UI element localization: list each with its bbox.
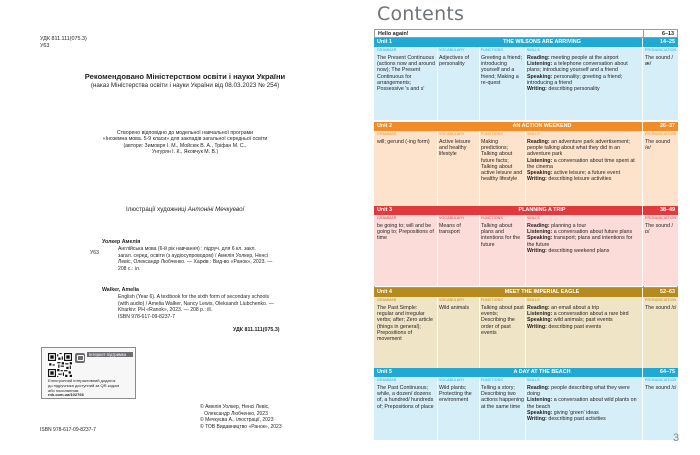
skill-label: Listening: bbox=[527, 397, 553, 404]
vocabulary-cell: Active leisure and healthy lifestyle bbox=[439, 139, 471, 158]
contents-title: Contents bbox=[377, 3, 465, 25]
copyright-line: © ТОВ Видавництво «Ранок», 2023 bbox=[200, 423, 282, 430]
column-header: GRAMMAR bbox=[377, 216, 397, 220]
unit-5-details bbox=[374, 377, 678, 440]
vocabulary-cell: Wild animals bbox=[439, 305, 470, 311]
unit-5-bar-pages: 64–75 bbox=[660, 369, 675, 375]
unit-5-bar[interactable] bbox=[374, 368, 678, 377]
udk-letter-code: У63 bbox=[40, 43, 50, 49]
skill-item bbox=[527, 248, 641, 254]
skill-label: Listening: bbox=[527, 311, 553, 318]
unit-4-bar-pages: 52–63 bbox=[660, 289, 675, 295]
column-divider bbox=[642, 122, 643, 131]
ministry-order: (наказ Міністерства освіти і науки України від 08.03.2023 № 254) bbox=[90, 82, 280, 89]
unit-4-bar-label: Unit 4 bbox=[377, 289, 392, 295]
udk-code: УДК 811.111(075.3) bbox=[40, 36, 87, 42]
column-header: GRAMMAR bbox=[377, 298, 397, 302]
ua-catalog-line: Англійська мова (6-й рік навчання) : підруч. для 6 кл. закл. bbox=[118, 246, 256, 252]
ua-catalog-entry bbox=[118, 246, 318, 273]
hello-again-row[interactable] bbox=[374, 29, 678, 38]
column-divider bbox=[479, 131, 480, 211]
skill-label: Writing: bbox=[527, 247, 547, 254]
column-header: PRONUNCIATION bbox=[645, 378, 677, 382]
column-header: GRAMMAR bbox=[377, 48, 397, 52]
skills-cell bbox=[527, 55, 641, 92]
skill-label: Listening: bbox=[527, 61, 553, 68]
column-header: VOCABULARY bbox=[439, 132, 465, 136]
unit-1-bar-pages: 14–25 bbox=[660, 39, 675, 45]
skill-label: Speaking: bbox=[527, 73, 553, 80]
column-header: SKILLS bbox=[527, 298, 540, 302]
skill-text: planning a tour bbox=[549, 223, 587, 229]
column-divider bbox=[642, 206, 643, 215]
ua-author: Уолкер Амелія bbox=[102, 239, 141, 245]
program-note-line: (автори: Зимовря І. М., Мойсюк В. А., Трiфан М. С., bbox=[123, 142, 247, 149]
skills-cell bbox=[527, 223, 641, 254]
column-divider bbox=[642, 131, 643, 211]
pronunciation-cell: The sound /e/ bbox=[645, 139, 671, 152]
skill-label: Speaking: bbox=[527, 235, 553, 242]
vocabulary-cell: Means of transport bbox=[439, 223, 461, 236]
column-divider bbox=[642, 377, 643, 440]
unit-5-bar-title: A DAY AT THE BEACH bbox=[513, 369, 571, 375]
column-header: GRAMMAR bbox=[377, 378, 397, 382]
column-divider bbox=[437, 377, 438, 440]
skill-label: Reading: bbox=[527, 223, 550, 229]
ua-catalog-line: загал. серед. освіти (з аудіосупроводом) / Амелія Уолкер, Ненсі bbox=[118, 252, 268, 259]
skill-label: Speaking: bbox=[527, 170, 553, 177]
skill-text: personality; greeting a friend; introducing a friend bbox=[527, 73, 623, 86]
column-headers bbox=[374, 215, 678, 222]
page-number: 3 bbox=[673, 432, 680, 444]
column-header: PRONUNCIATION bbox=[645, 216, 677, 220]
pronunciation-cell: The sound /ɪ/ bbox=[645, 305, 677, 311]
unit-5-bar-label: Unit 5 bbox=[377, 369, 392, 375]
isbn: ISBN 978-617-09-8237-7 bbox=[40, 427, 96, 433]
column-divider bbox=[437, 47, 438, 120]
skills-cell bbox=[527, 385, 641, 422]
skill-item bbox=[527, 139, 641, 158]
column-divider bbox=[642, 288, 643, 297]
column-header: PRONUNCIATION bbox=[645, 298, 677, 302]
unit-1-bar-title: THE WILSONS ARE ARRIVING bbox=[503, 39, 581, 45]
right-page bbox=[350, 0, 700, 455]
skill-text: describing past events bbox=[546, 323, 602, 330]
skill-label: Writing: bbox=[527, 416, 547, 423]
skill-item bbox=[527, 86, 641, 92]
grammar-cell: The Past Continuous; while, a dozen/ dozens of, a hundred/ hundreds of; Prepositions of place bbox=[377, 385, 434, 410]
grammar-cell: The Past Simple: regular and irregular verbs; after; Zero article (things in general); Prepositions of movement bbox=[377, 305, 433, 343]
unit-4-details bbox=[374, 297, 678, 377]
skill-label: Reading: bbox=[527, 139, 550, 145]
ua-catalog-line: 208 с.: іл. bbox=[118, 266, 141, 273]
en-author: Walker, Amelia bbox=[102, 287, 139, 293]
ua-code: У63 bbox=[90, 250, 99, 256]
skill-text: a conversation about a rare bird bbox=[552, 311, 629, 318]
skill-text: a conversation about future plans bbox=[552, 229, 633, 236]
monitor-icon bbox=[75, 353, 85, 363]
column-divider bbox=[525, 215, 526, 286]
skill-item bbox=[527, 176, 641, 182]
pronunciation-cell: The sound /ɒ/ bbox=[645, 223, 673, 236]
support-link[interactable]: rnk.com.ua/102766 bbox=[48, 392, 84, 398]
skill-item bbox=[527, 158, 641, 170]
skill-item bbox=[527, 416, 641, 422]
ua-catalog-line: Левіс, Олександр Любченко. — Харків : Вид-во «Ранок», 2023. — bbox=[118, 259, 273, 266]
column-header: FUNCTIONS bbox=[481, 378, 503, 382]
qr-code-image bbox=[48, 353, 72, 377]
column-header: SKILLS bbox=[527, 378, 540, 382]
hello-again-row-pages: 6–13 bbox=[662, 31, 674, 37]
vocabulary-cell: Adjectives of personality bbox=[439, 55, 470, 68]
recommendation-heading: Рекомендовано Міністерством освіти і науки України bbox=[84, 72, 286, 81]
grammar-cell: The Present Continuous (actions now and around now); The Present Continuous for arrangements; Possessive 's and s' bbox=[377, 55, 436, 93]
skill-label: Listening: bbox=[527, 157, 553, 164]
skill-text: giving 'green' ideas bbox=[552, 409, 599, 416]
skill-text: an adventure park advertisement; people talking about what they did in an adventure park bbox=[527, 139, 631, 158]
column-divider bbox=[437, 297, 438, 377]
skill-text: a telephone conversation about plans; introducing yourself and a friend bbox=[527, 61, 628, 74]
unit-3-bar-title: PLANNING A TRIP bbox=[518, 207, 566, 213]
column-divider bbox=[525, 131, 526, 211]
skill-text: an email about a trip bbox=[549, 305, 600, 311]
column-divider bbox=[643, 30, 644, 37]
pronunciation-cell: The sound /ɪ/ bbox=[645, 385, 677, 391]
column-headers bbox=[374, 297, 678, 304]
skill-item bbox=[527, 74, 641, 86]
functions-cell: Talking about past events; Describing the order of past events bbox=[481, 305, 524, 336]
unit-3-bar-label: Unit 3 bbox=[377, 207, 392, 213]
en-catalog-line: English (Year 6). A textbook for the sixth form of secondary schools bbox=[118, 294, 270, 300]
grammar-cell: will; gerund (-ing form) bbox=[377, 139, 430, 145]
qr-description-line: до підручника доступний за QR-кодом bbox=[48, 382, 120, 388]
unit-1-bar-label: Unit 1 bbox=[377, 39, 392, 45]
skill-label: Reading: bbox=[527, 55, 550, 61]
skill-label: Speaking: bbox=[527, 317, 553, 324]
illustrator-credit bbox=[60, 207, 310, 213]
functions-cell: Making predictions; Talking about future facts; Talking about active leisure and healthy lifestyle bbox=[481, 139, 523, 183]
functions-cell: Talking about plans and intentions for the future bbox=[481, 223, 521, 248]
unit-2-bar-title: AN ACTION WEEKEND bbox=[512, 123, 572, 129]
skill-text: describing leisure activities bbox=[546, 176, 612, 183]
udk-code-right: УДК 811.111(075.3) bbox=[233, 327, 280, 333]
en-catalog-line: (with audio) / Amelia Walker, Nancy Lewis, Oleksandr Liubchenko. — bbox=[118, 300, 274, 307]
column-divider bbox=[525, 377, 526, 440]
copyright-line: © Мечкуєва А., ілюстрації, 2023 bbox=[200, 417, 274, 423]
column-header: FUNCTIONS bbox=[481, 298, 503, 302]
column-header: VOCABULARY bbox=[439, 48, 465, 52]
column-divider bbox=[479, 297, 480, 377]
program-note-line: Створено відповідно до модельної навчальної програми bbox=[116, 130, 254, 136]
skill-label: Listening: bbox=[527, 229, 553, 236]
unit-2-bar-label: Unit 2 bbox=[377, 123, 392, 129]
column-header: GRAMMAR bbox=[377, 132, 397, 136]
unit-4-bar[interactable] bbox=[374, 288, 678, 297]
column-divider bbox=[479, 215, 480, 286]
column-divider bbox=[437, 215, 438, 286]
unit-1-details bbox=[374, 47, 678, 120]
skill-text: a conversation about time spent at the cinema bbox=[527, 157, 635, 170]
skills-cell bbox=[527, 305, 641, 330]
copyright-block bbox=[200, 404, 282, 430]
qr-description-line: або посиланням bbox=[48, 387, 79, 393]
pronunciation-cell: The sound /æ/ bbox=[645, 55, 673, 68]
unit-2-bar[interactable] bbox=[374, 122, 678, 131]
skill-item bbox=[527, 61, 641, 73]
column-header: VOCABULARY bbox=[439, 216, 465, 220]
skill-text: active leisure; a future event bbox=[552, 170, 621, 177]
column-header: FUNCTIONS bbox=[481, 132, 503, 136]
skill-item bbox=[527, 324, 641, 330]
skill-label: Speaking: bbox=[527, 409, 553, 416]
unit-4-bar-title: MEET THE IMPERIAL EAGLE bbox=[504, 289, 580, 295]
en-catalog-entry bbox=[118, 294, 318, 321]
skill-text: describing weekend plans bbox=[546, 247, 610, 254]
qr-description-line: Електронний інтерактивний додаток bbox=[48, 378, 116, 383]
column-divider bbox=[525, 297, 526, 377]
qr-code[interactable] bbox=[48, 353, 72, 377]
column-divider bbox=[437, 131, 438, 211]
copyright-line: Олександр Любченко, 2023 bbox=[200, 410, 268, 417]
column-header: SKILLS bbox=[527, 216, 540, 220]
column-divider bbox=[479, 377, 480, 440]
qr-description bbox=[48, 379, 134, 398]
column-divider bbox=[642, 38, 643, 47]
column-header: PRONUNCIATION bbox=[645, 48, 677, 52]
skill-item bbox=[527, 235, 641, 247]
en-catalog-line: ISBN 978-617-09-8237-7 bbox=[118, 314, 175, 321]
column-headers bbox=[374, 131, 678, 138]
skill-label: Reading: bbox=[527, 385, 550, 391]
column-headers bbox=[374, 47, 678, 54]
column-header: VOCABULARY bbox=[439, 298, 465, 302]
hello-again-row-label: Hello again! bbox=[378, 31, 409, 37]
skills-cell bbox=[527, 139, 641, 182]
functions-cell: Telling a story; Describing two actions happening at the same time bbox=[481, 385, 524, 410]
program-note-line: Унгурян І. К., Яковчук М. В.) bbox=[151, 149, 219, 156]
column-divider bbox=[642, 368, 643, 377]
skill-label: Writing: bbox=[527, 176, 547, 183]
column-header: SKILLS bbox=[527, 132, 540, 136]
program-note bbox=[90, 130, 280, 156]
column-header: SKILLS bbox=[527, 48, 540, 52]
skill-text: meeting people at the airport bbox=[549, 55, 619, 61]
skill-text: wild animals; past events bbox=[552, 317, 613, 324]
column-header: PRONUNCIATION bbox=[645, 132, 677, 136]
internet-support-label: Інтернет-підтримка bbox=[87, 352, 133, 357]
unit-1-bar[interactable] bbox=[374, 38, 678, 47]
en-catalog-line: Kharkiv: PH «Ranok», 2023. — 208 p.: ill. bbox=[118, 307, 213, 314]
column-header: VOCABULARY bbox=[439, 378, 465, 382]
grammar-cell: be going to; will and be going to; Prepositions of time bbox=[377, 223, 434, 242]
illustrator-name: Антоніні Мечкуевої bbox=[187, 206, 244, 213]
skill-text: people describing what they were doing bbox=[527, 385, 630, 398]
unit-3-bar[interactable] bbox=[374, 206, 678, 215]
unit-3-details bbox=[374, 215, 678, 286]
skill-text: transport; plans and intentions for the future bbox=[527, 235, 633, 248]
skill-item bbox=[527, 385, 641, 397]
skill-text: a conversation about wild plants on the beach bbox=[527, 397, 637, 410]
column-divider bbox=[525, 47, 526, 120]
column-divider bbox=[642, 215, 643, 286]
skill-label: Writing: bbox=[527, 86, 547, 93]
skill-label: Reading: bbox=[527, 305, 550, 311]
column-header: FUNCTIONS bbox=[481, 216, 503, 220]
contents-table bbox=[374, 29, 678, 431]
copyright-line: © Амелія Уолкер, Ненсі Левіс, bbox=[200, 404, 270, 410]
skill-text: describing personality bbox=[546, 86, 600, 93]
skill-text: describing past activities bbox=[546, 416, 606, 423]
internet-support-box bbox=[41, 347, 136, 399]
skill-item bbox=[527, 397, 641, 409]
functions-cell: Greeting a friend; introducing yourself and a friend; Making a re-quest bbox=[481, 55, 522, 86]
column-divider bbox=[479, 47, 480, 120]
vocabulary-cell: Wild plants; Protecting the environment bbox=[439, 385, 472, 404]
unit-2-bar-pages: 26–37 bbox=[660, 123, 675, 129]
illustrator-prefix: Ілюстрації художниці bbox=[126, 206, 188, 213]
unit-2-details bbox=[374, 131, 678, 211]
unit-3-bar-pages: 38–49 bbox=[660, 207, 675, 213]
column-divider bbox=[642, 47, 643, 120]
skill-label: Writing: bbox=[527, 323, 547, 330]
column-divider bbox=[642, 297, 643, 377]
column-header: FUNCTIONS bbox=[481, 48, 503, 52]
program-note-line: «Іноземна мова. 5-9 класи» для закладів загальної середньої освіти bbox=[102, 136, 268, 143]
column-headers bbox=[374, 377, 678, 384]
